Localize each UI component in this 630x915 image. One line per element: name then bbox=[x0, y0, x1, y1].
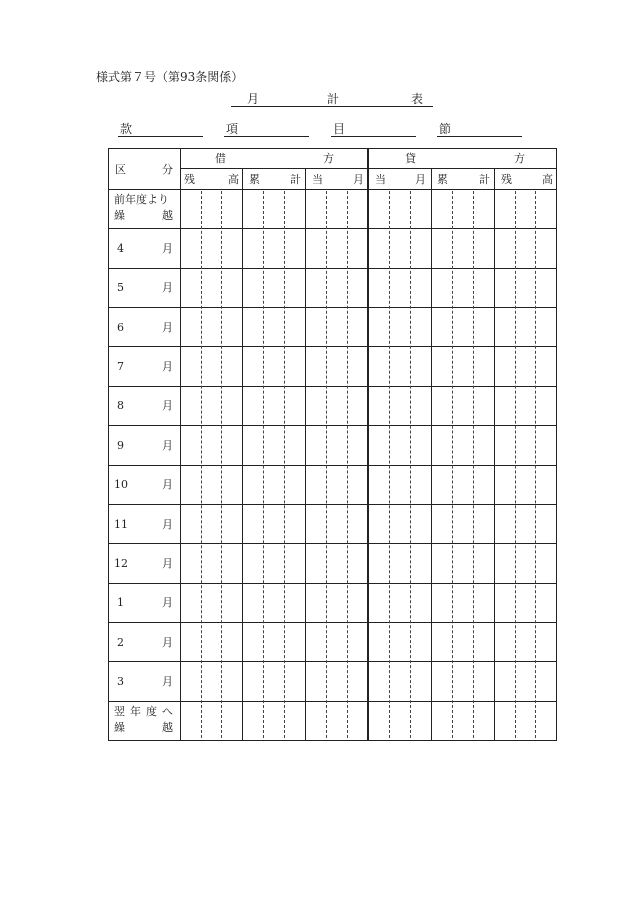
title-char-month: 月 bbox=[247, 92, 260, 106]
row-divider-line bbox=[109, 622, 556, 623]
field-kou-label: 項 bbox=[226, 122, 239, 136]
column-line bbox=[242, 168, 243, 740]
carry-over-line1-char: 翌 bbox=[114, 704, 125, 718]
row-divider-line bbox=[109, 661, 556, 662]
debit-current-label-2: 月 bbox=[353, 173, 364, 186]
row-divider-line bbox=[109, 307, 556, 308]
column-line bbox=[494, 168, 495, 740]
carry-over-line1-char: 年 bbox=[130, 704, 141, 718]
month-number: 8 bbox=[117, 399, 124, 413]
dashed-digit-line bbox=[473, 191, 474, 738]
carry-over-line1-char: 度 bbox=[146, 704, 157, 718]
debit-balance-label-1: 残 bbox=[184, 173, 195, 186]
header-bottom-line bbox=[109, 189, 556, 190]
header-label-bun: 分 bbox=[162, 163, 173, 176]
month-number: 10 bbox=[114, 478, 128, 492]
dashed-digit-line bbox=[410, 191, 411, 738]
dashed-digit-line bbox=[347, 191, 348, 738]
month-unit: 月 bbox=[162, 596, 173, 610]
dashed-digit-line bbox=[389, 191, 390, 738]
month-number: 1 bbox=[117, 596, 124, 610]
column-line bbox=[305, 168, 306, 740]
credit-label-2: 方 bbox=[514, 152, 525, 165]
row-divider-line bbox=[109, 701, 556, 702]
carry-over-line2a: 繰 bbox=[114, 720, 125, 734]
month-unit: 月 bbox=[162, 556, 173, 570]
budget-fields bbox=[0, 120, 630, 136]
title-char-total: 計 bbox=[327, 92, 340, 106]
credit-current-label-1: 当 bbox=[375, 173, 386, 186]
month-unit: 月 bbox=[162, 517, 173, 531]
dashed-digit-line bbox=[221, 191, 222, 738]
carry-over-line2b: 越 bbox=[162, 720, 173, 734]
row-divider-line bbox=[109, 268, 556, 269]
field-kou[interactable] bbox=[224, 120, 309, 137]
month-unit: 月 bbox=[162, 635, 173, 649]
credit-balance-label-2: 高 bbox=[542, 173, 553, 186]
dashed-digit-line bbox=[535, 191, 536, 738]
dashed-digit-line bbox=[201, 191, 202, 738]
field-setsu-label: 節 bbox=[439, 122, 452, 136]
debit-credit-divider-line bbox=[367, 149, 369, 740]
dashed-digit-line bbox=[263, 191, 264, 738]
ledger-table bbox=[108, 148, 557, 741]
row-divider-line bbox=[109, 228, 556, 229]
month-unit: 月 bbox=[162, 242, 173, 256]
form-number: 様式第７号（第93条関係） bbox=[96, 70, 244, 84]
row-divider-line bbox=[109, 504, 556, 505]
carry-forward-line1: 前年度より bbox=[114, 193, 169, 206]
month-unit: 月 bbox=[162, 438, 173, 452]
row-divider-line bbox=[109, 386, 556, 387]
month-unit: 月 bbox=[162, 320, 173, 334]
debit-cumulative-label-1: 累 bbox=[249, 173, 260, 186]
month-number: 3 bbox=[117, 674, 124, 688]
debit-label-2: 方 bbox=[323, 152, 334, 165]
month-number: 7 bbox=[117, 360, 124, 374]
row-divider-line bbox=[109, 425, 556, 426]
column-line bbox=[431, 168, 432, 740]
month-unit: 月 bbox=[162, 360, 173, 374]
field-moku-label: 目 bbox=[333, 122, 346, 136]
month-number: 9 bbox=[117, 438, 124, 452]
debit-balance-label-2: 高 bbox=[228, 173, 239, 186]
carry-forward-line2a: 繰 bbox=[114, 209, 125, 222]
month-number: 12 bbox=[114, 556, 128, 570]
field-kan[interactable] bbox=[118, 120, 203, 137]
credit-label-1: 貸 bbox=[405, 152, 416, 165]
debit-label-1: 借 bbox=[215, 152, 226, 165]
month-unit: 月 bbox=[162, 674, 173, 688]
row-divider-line bbox=[109, 543, 556, 544]
header-label-ku: 区 bbox=[115, 163, 126, 176]
dashed-digit-line bbox=[326, 191, 327, 738]
carry-over-line1-char: へ bbox=[162, 704, 173, 718]
credit-current-label-2: 月 bbox=[415, 173, 426, 186]
month-number: 2 bbox=[117, 635, 124, 649]
field-moku[interactable] bbox=[331, 120, 416, 137]
month-unit: 月 bbox=[162, 478, 173, 492]
credit-cumulative-label-1: 累 bbox=[437, 173, 448, 186]
row-divider-line bbox=[109, 465, 556, 466]
month-number: 5 bbox=[117, 281, 124, 295]
report-title bbox=[231, 90, 433, 107]
title-char-table: 表 bbox=[411, 92, 424, 106]
credit-balance-label-1: 残 bbox=[501, 173, 512, 186]
credit-cumulative-label-2: 計 bbox=[479, 173, 490, 186]
debit-cumulative-label-2: 計 bbox=[290, 173, 301, 186]
month-number: 11 bbox=[114, 517, 128, 531]
month-unit: 月 bbox=[162, 399, 173, 413]
row-divider-line bbox=[109, 346, 556, 347]
field-kan-label: 款 bbox=[120, 122, 133, 136]
debit-current-label-1: 当 bbox=[312, 173, 323, 186]
dashed-digit-line bbox=[452, 191, 453, 738]
dashed-digit-line bbox=[515, 191, 516, 738]
label-column-line bbox=[180, 149, 181, 740]
month-unit: 月 bbox=[162, 281, 173, 295]
field-setsu[interactable] bbox=[437, 120, 522, 137]
dashed-digit-line bbox=[284, 191, 285, 738]
month-number: 4 bbox=[117, 242, 124, 256]
carry-forward-line2b: 越 bbox=[162, 209, 173, 222]
month-number: 6 bbox=[117, 320, 124, 334]
row-divider-line bbox=[109, 583, 556, 584]
